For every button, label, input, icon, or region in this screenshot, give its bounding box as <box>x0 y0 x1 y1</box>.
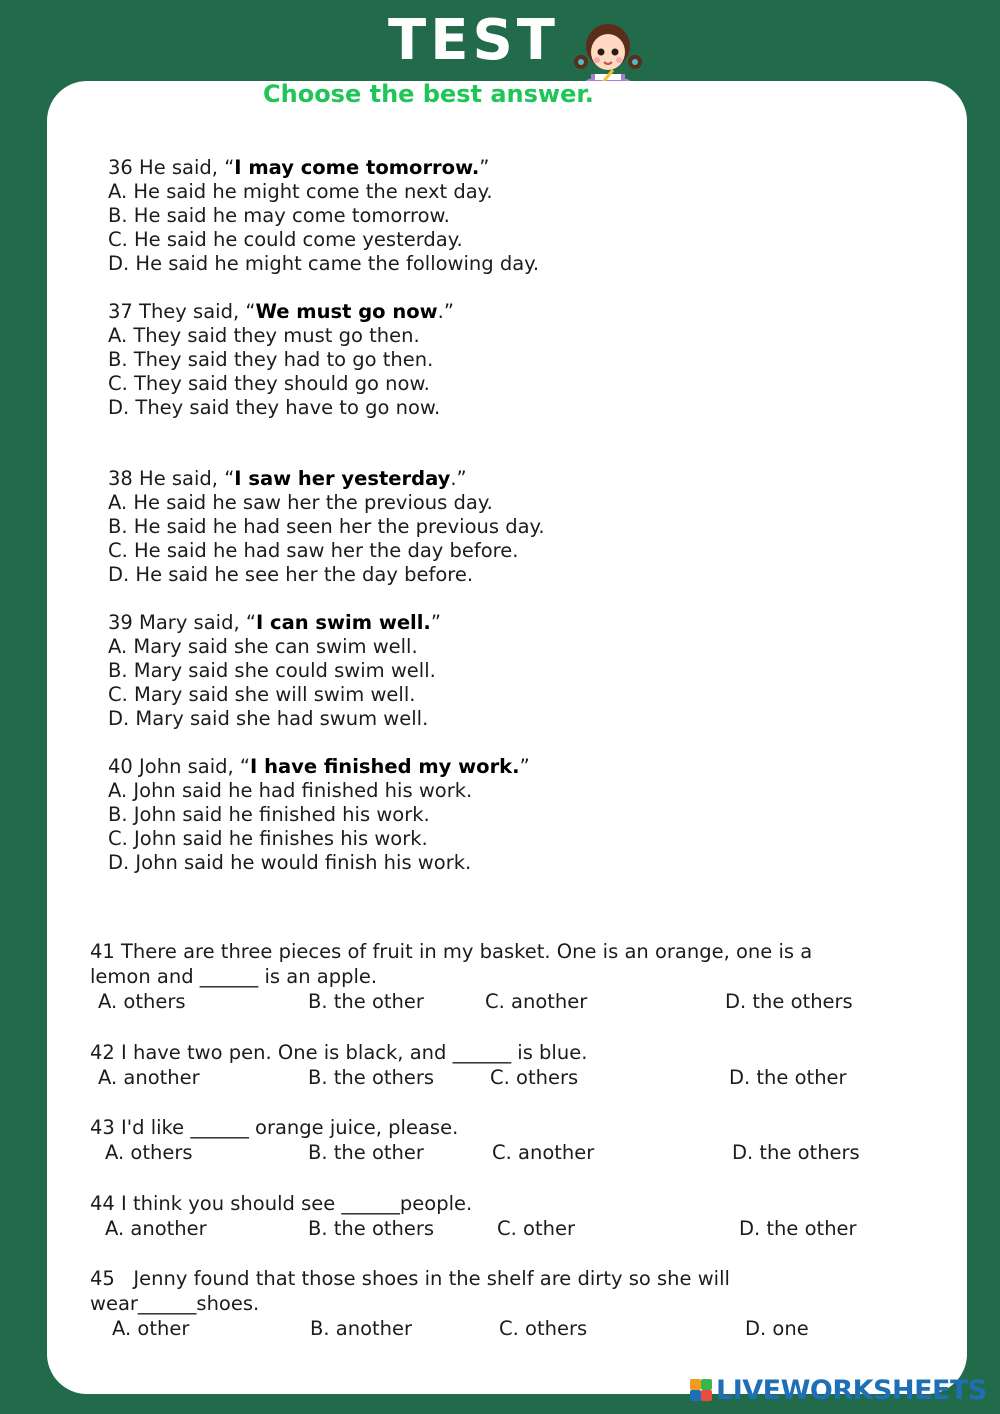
page-title: TEST <box>388 8 559 73</box>
option-41b[interactable]: B. the other <box>308 990 424 1013</box>
option-40d[interactable]: D. John said he would finish his work. <box>108 851 472 874</box>
option-45a[interactable]: A. other <box>112 1317 190 1340</box>
option-39b[interactable]: B. Mary said she could swim well. <box>108 659 436 682</box>
option-41a[interactable]: A. others <box>98 990 186 1013</box>
question-40: 40 John said, “I have finished my work.” <box>108 755 530 778</box>
option-36b[interactable]: B. He said he may come tomorrow. <box>108 204 450 227</box>
question-36: 36 He said, “I may come tomorrow.” <box>108 156 490 179</box>
option-38a[interactable]: A. He said he saw her the previous day. <box>108 491 493 514</box>
option-37c[interactable]: C. They said they should go now. <box>108 372 430 395</box>
option-45b[interactable]: B. another <box>310 1317 413 1340</box>
option-42d[interactable]: D. the other <box>729 1066 847 1089</box>
option-45d[interactable]: D. one <box>745 1317 809 1340</box>
option-38d[interactable]: D. He said he see her the day before. <box>108 563 474 586</box>
liveworksheets-logo[interactable] <box>690 1376 987 1404</box>
option-41c[interactable]: C. another <box>485 990 588 1013</box>
option-43a[interactable]: A. others <box>105 1141 193 1164</box>
option-38b[interactable]: B. He said he had seen her the previous day. <box>108 515 545 538</box>
option-36d[interactable]: D. He said he might came the following day. <box>108 252 540 275</box>
option-43c[interactable]: C. another <box>492 1141 595 1164</box>
question-39: 39 Mary said, “I can swim well.” <box>108 611 441 634</box>
option-42a[interactable]: A. another <box>98 1066 200 1089</box>
option-40b[interactable]: B. John said he finished his work. <box>108 803 430 826</box>
liveworksheets-logo-icon <box>690 1379 712 1401</box>
option-45c[interactable]: C. others <box>499 1317 588 1340</box>
question-37: 37 They said, “We must go now.” <box>108 300 454 323</box>
option-42c[interactable]: C. others <box>490 1066 579 1089</box>
option-36c[interactable]: C. He said he could come yesterday. <box>108 228 463 251</box>
option-38c[interactable]: C. He said he had saw her the day before. <box>108 539 519 562</box>
option-43d[interactable]: D. the others <box>732 1141 860 1164</box>
option-39d[interactable]: D. Mary said she had swum well. <box>108 707 429 730</box>
logo-text: LIVEWORKSHEETS <box>716 1374 987 1406</box>
question-41-line1: 41 There are three pieces of fruit in my basket. One is an orange, one is a <box>90 940 813 963</box>
option-40c[interactable]: C. John said he finishes his work. <box>108 827 428 850</box>
question-38: 38 He said, “I saw her yesterday.” <box>108 467 467 490</box>
option-44a[interactable]: A. another <box>105 1217 207 1240</box>
instructions: Choose the best answer. <box>263 80 594 108</box>
option-37b[interactable]: B. They said they had to go then. <box>108 348 434 371</box>
option-37a[interactable]: A. They said they must go then. <box>108 324 420 347</box>
question-42: 42 I have two pen. One is black, and ______ is blue. <box>90 1041 588 1064</box>
option-43b[interactable]: B. the other <box>308 1141 424 1164</box>
option-37d[interactable]: D. They said they have to go now. <box>108 396 441 419</box>
question-41-line2: lemon and ______ is an apple. <box>90 965 378 988</box>
option-39a[interactable]: A. Mary said she can swim well. <box>108 635 418 658</box>
option-36a[interactable]: A. He said he might come the next day. <box>108 180 493 203</box>
question-43: 43 I'd like ______ orange juice, please. <box>90 1116 459 1139</box>
question-44: 44 I think you should see ______people. <box>90 1192 473 1215</box>
option-41d[interactable]: D. the others <box>725 990 853 1013</box>
question-45-line1: 45 Jenny found that those shoes in the shelf are dirty so she will <box>90 1267 730 1290</box>
option-42b[interactable]: B. the others <box>308 1066 435 1089</box>
option-44b[interactable]: B. the others <box>308 1217 435 1240</box>
option-40a[interactable]: A. John said he had finished his work. <box>108 779 473 802</box>
question-45-line2: wear______shoes. <box>90 1292 260 1315</box>
option-44c[interactable]: C. other <box>497 1217 575 1240</box>
option-44d[interactable]: D. the other <box>739 1217 857 1240</box>
option-39c[interactable]: C. Mary said she will swim well. <box>108 683 416 706</box>
